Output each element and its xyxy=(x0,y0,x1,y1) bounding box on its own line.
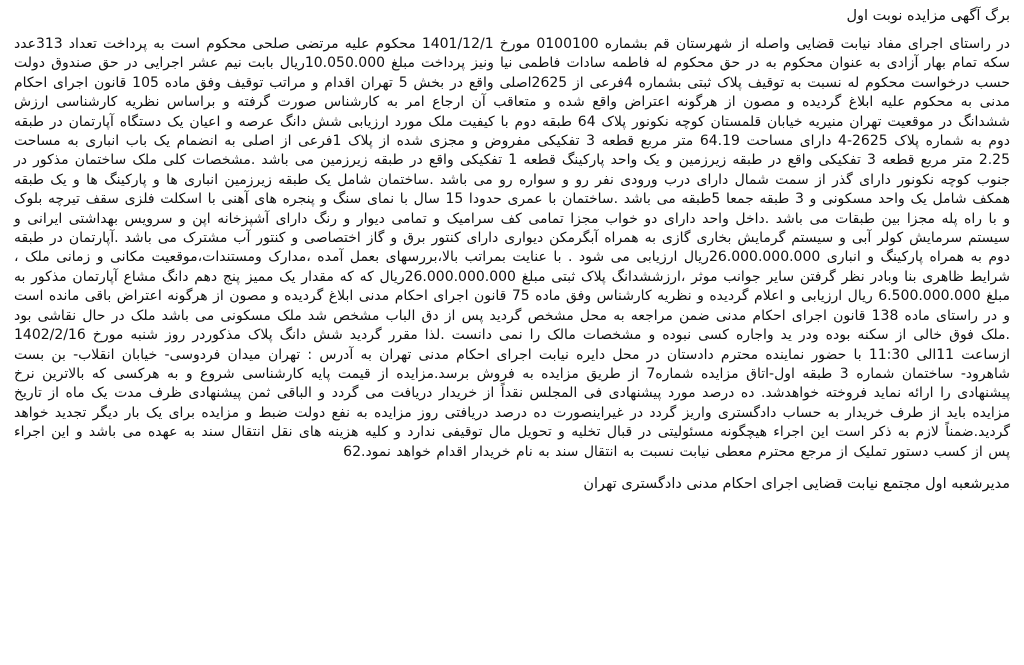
notice-body: در راستای اجرای مفاد نیابت قضایی واصله از شهرستان قم بشماره 0100100 مورخ 1401/12/1 محکوم علیه مرتضی صلحی محکوم است به پرداخت تعداد 313عدد سکه تمام بهار آزادی به عنوان محکوم به در حق محکوم له فاطمه سادات فاطمی نیا ونیز پرداخت مبلغ 10.050.000ریال بابت نیم عشر اجرایی در حق صندوق دولت حسب درخواست محکوم له نسبت به توقیف پلاک ثبتی بشماره 4فرعی از 2625اصلی واقع در بخش 5 تهران اقدام و مراتب توقیف وفق ماده 105 قانون اجرای احکام مدنی به محکوم علیه ابلاغ گردیده و مصون از هرگونه اعتراض واقع شده و متعاقب آن ارجاع امر به کارشناس صورت گرفته و براساس نظریه کارشناسی ارزش ششدانگ در موقعیت تهران منیریه خیابان قلمستان کوچه نکونور پلاک 64 طبقه دوم با کیفیت ملک مورد ارزیابی شش دانگ عرصه و اعیان یک دستگاه آپارتمان در طبقه دوم به شماره پلاک 2625-4 دارای مساحت 64.19 متر مربع قطعه 3 تفکیکی مفروض و مجزی شده از پلاک 1فرعی از اصلی به انضمام یک باب انباری به مساحت 2.25 متر مربع قطعه 3 تفکیکی واقع در طبقه زیرزمین و یک واحد پارکینگ قطعه 1 تفکیکی واقع در طبقه زیرزمین می باشد .مشخصات کلی ملک ساختمان مذکور در جنوب کوچه نکونور دارای گذر از سمت شمال دارای درب ورودی نفر رو و سواره رو می باشد .ساختمان شامل یک طبقه زیرزمین انباری ها و پارکینگ ها و یک طبقه همکف شامل یک واحد مسکونی و 3 طبقه جمعا 5طبقه می باشد .ساختمان با عمری حدودا 15 سال با نمای سنگ و پنجره های آهنی با اسکلت فلزی سقف تیرچه بلوک و با راه پله مجزا بین طبقات می باشد .داخل واحد دارای دو خواب مجزا تمامی کف سرامیک و تمامی دیوار و رنگ دارای آشپزخانه اپن و سرویس بهداشتی ایرانی و سیستم سرمایش کولر آبی و سیستم گرمایش بخاری گازی به همراه آبگرمکن دیواری دارای کنتور برق و گاز اختصاصی و کنتور آب مشترک می باشد .آپارتمان در طبقه دوم به همراه پارکینگ و انباری 26.000.000.000ریال ارزیابی می شود . با عنایت بمراتب بالا،بررسهای بعمل آمده ،مدارک ومستندات،موقعیت مکانی و زمانی ملک ، شرایط ظاهری بنا وبادر نظر گرفتن سایر جوانب موثر ،ارزششدانگ پلاک ثبتی مبلغ 26.000.000.000ریال که که مقدار یک ممیز پنج دهم دانگ مشاع آپارتمان مذکور به مبلغ 6.500.000.000 ریال ارزیابی و اعلام گردیده و نظریه کارشناس وفق ماده 75 قانون اجرای احکام مدنی ابلاغ گردیده و مصون از هرگونه اعتراض باقی مانده است و در راستای ماده 138 قانون اجرای احکام مدنی ضمن مراجعه به محل مشخص گردید پس از دق الباب مشخص شد ملک مسکونی می باشد ملک در حال نقاشی بود .ملک فوق خالی از سکنه بوده ودر ید واجاره کسی نبوده و مشخصات مالک را نمی دانست .لذا مقرر گردید شش دانگ پلاک مذکوردر روز شنبه مورخ 1402/2/16 ازساعت 11الی 11:30 با حضور نماینده محترم دادستان در محل دایره نیابت اجرای احکام مدنی تهران به آدرس : تهران میدان فردوسی- خیابان انقلاب- بن بست شاهرود- ساختمان شماره 3 طبقه اول-اتاق مزایده شماره7 از طریق مزایده به فروش برسد.مزایده از قیمت پایه کارشناسی شروع و به هرکسی که بالاترین نرخ پیشنهادی را ارائه نماید فروخته خواهدشد. ده درصد مورد پیشنهادی فی المجلس نقداً از خریدار دریافت می گردد و الباقی ثمن پیشنهادی ظرف مدت یک ماه از تاریخ مزایده باید از طرف خریدار به حساب دادگستری واریز گردد در غیراینصورت ده درصد دریافتی روز مزایده به نفع دولت ضبط و مزایده برای یک بار دیگر تجدید خواهد گردید.ضمناً لازم به ذکر است این اجراء هیچگونه مسئولیتی در قبال تخلیه و تحویل مال توقیفی ندارد و کلیه هزینه های نقل انتقال سند به عهده می باشد و این اجراء پس از کسب دستور تملیک از مرجع محترم معطی نیابت نسبت به انتقال سند به نام خریدار اقدام خواهد نمود.62 xyxy=(14,36,1011,460)
notice-signature: مدیرشعبه اول مجتمع نیابت قضایی اجرای احکام مدنی دادگستری تهران xyxy=(583,475,1010,492)
notice-title: برگ آگهی مزایده نوبت اول xyxy=(846,8,1010,24)
